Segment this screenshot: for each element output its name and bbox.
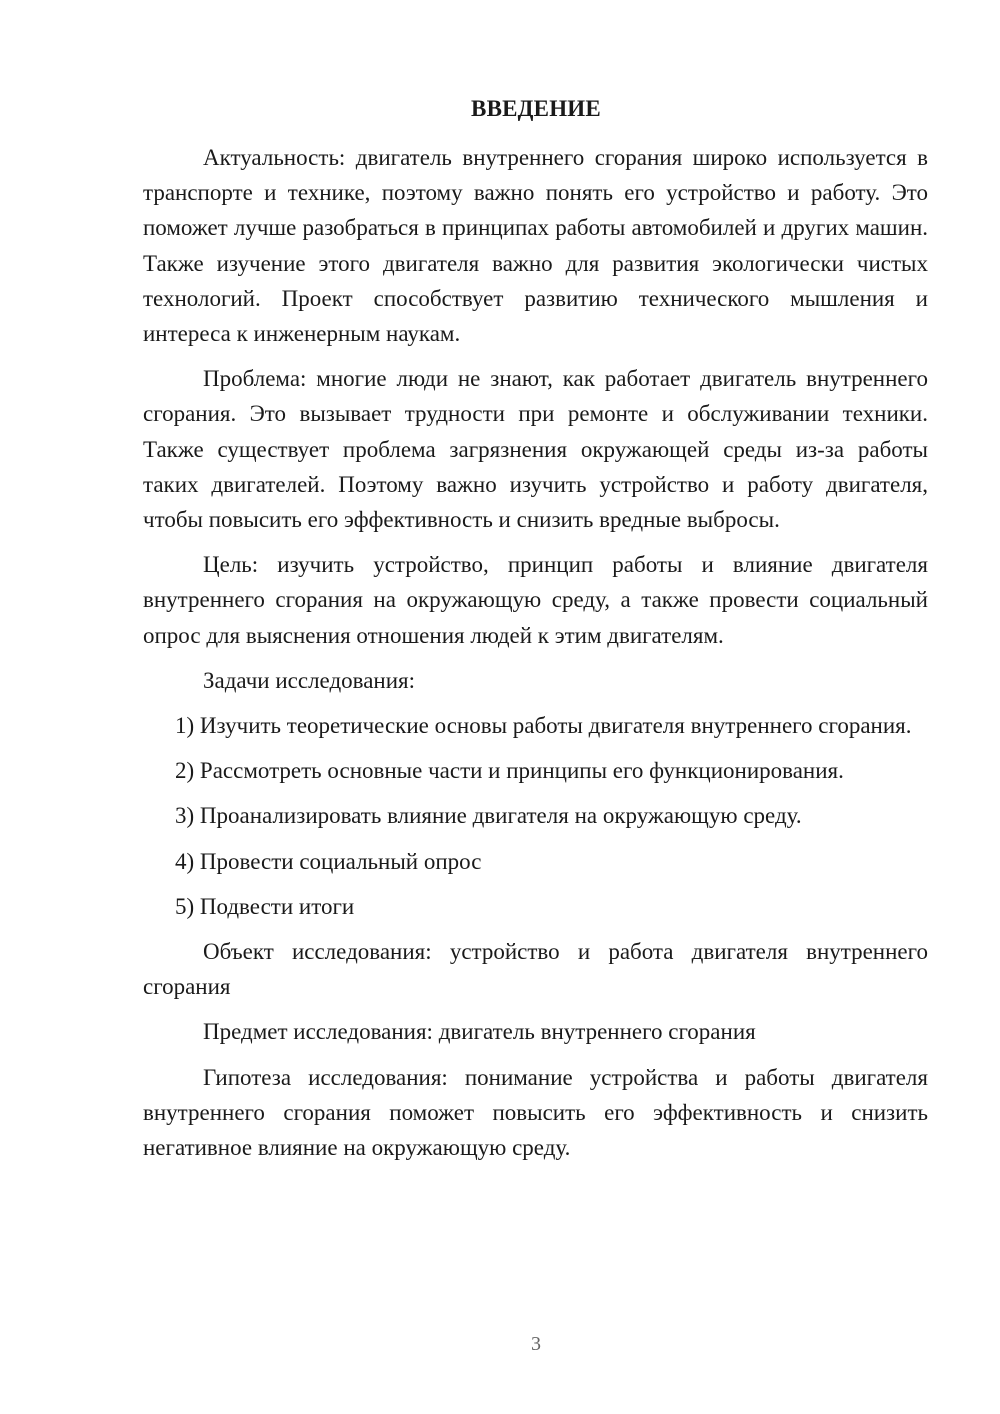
task-item: 5) Подвести итоги <box>175 893 355 919</box>
body-text <box>143 140 928 1165</box>
task-item: 3) Проанализировать влияние двигателя на окружающую среду. <box>175 803 802 829</box>
paragraph-subject: Предмет исследования: двигатель внутреннего сгорания <box>203 1019 756 1045</box>
task-item: 4) Провести социальный опрос <box>175 848 482 874</box>
paragraph-object: Объект исследования: устройство и работа двигателя внутреннего сгорания <box>143 939 928 1000</box>
paragraph-problem: Проблема: многие люди не знают, как работает двигатель внутреннего сгорания. Это вызывает трудности при ремонте и обслуживании техники. Также существует проблема загрязнения окружающей среды из-за работы таких двигателей. Поэтому важно изучить устройство и работу двигателя, чтобы повысить его эффективность и снизить вредные выбросы. <box>143 366 928 533</box>
paragraph-goal: Цель: изучить устройство, принцип работы и влияние двигателя внутреннего сгорания на окружающую среду, а также провести социальный опрос для выяснения отношения людей к этим двигателям. <box>143 552 928 648</box>
paragraph-relevance: Актуальность: двигатель внутреннего сгорания широко используется в транспорте и технике, поэтому важно понять его устройство и работу. Это поможет лучше разобраться в принципах работы автомобилей и других машин. Также изучение этого двигателя важно для развития экологически чистых технологий. Проект способствует развитию технического мышления и интереса к инженерным наукам. <box>143 145 928 347</box>
page-title: ВВЕДЕНИЕ <box>471 96 601 121</box>
page-number: 3 <box>531 1333 541 1355</box>
task-item: 2) Рассмотреть основные части и принципы его функционирования. <box>175 758 844 784</box>
paragraph-hypothesis: Гипотеза исследования: понимание устройства и работы двигателя внутреннего сгорания поможет повысить его эффективность и снизить негативное влияние на окружающую среду. <box>143 1064 928 1161</box>
task-item: 1) Изучить теоретические основы работы двигателя внутреннего сгорания. <box>175 713 912 739</box>
tasks-heading: Задачи исследования: <box>203 667 416 693</box>
